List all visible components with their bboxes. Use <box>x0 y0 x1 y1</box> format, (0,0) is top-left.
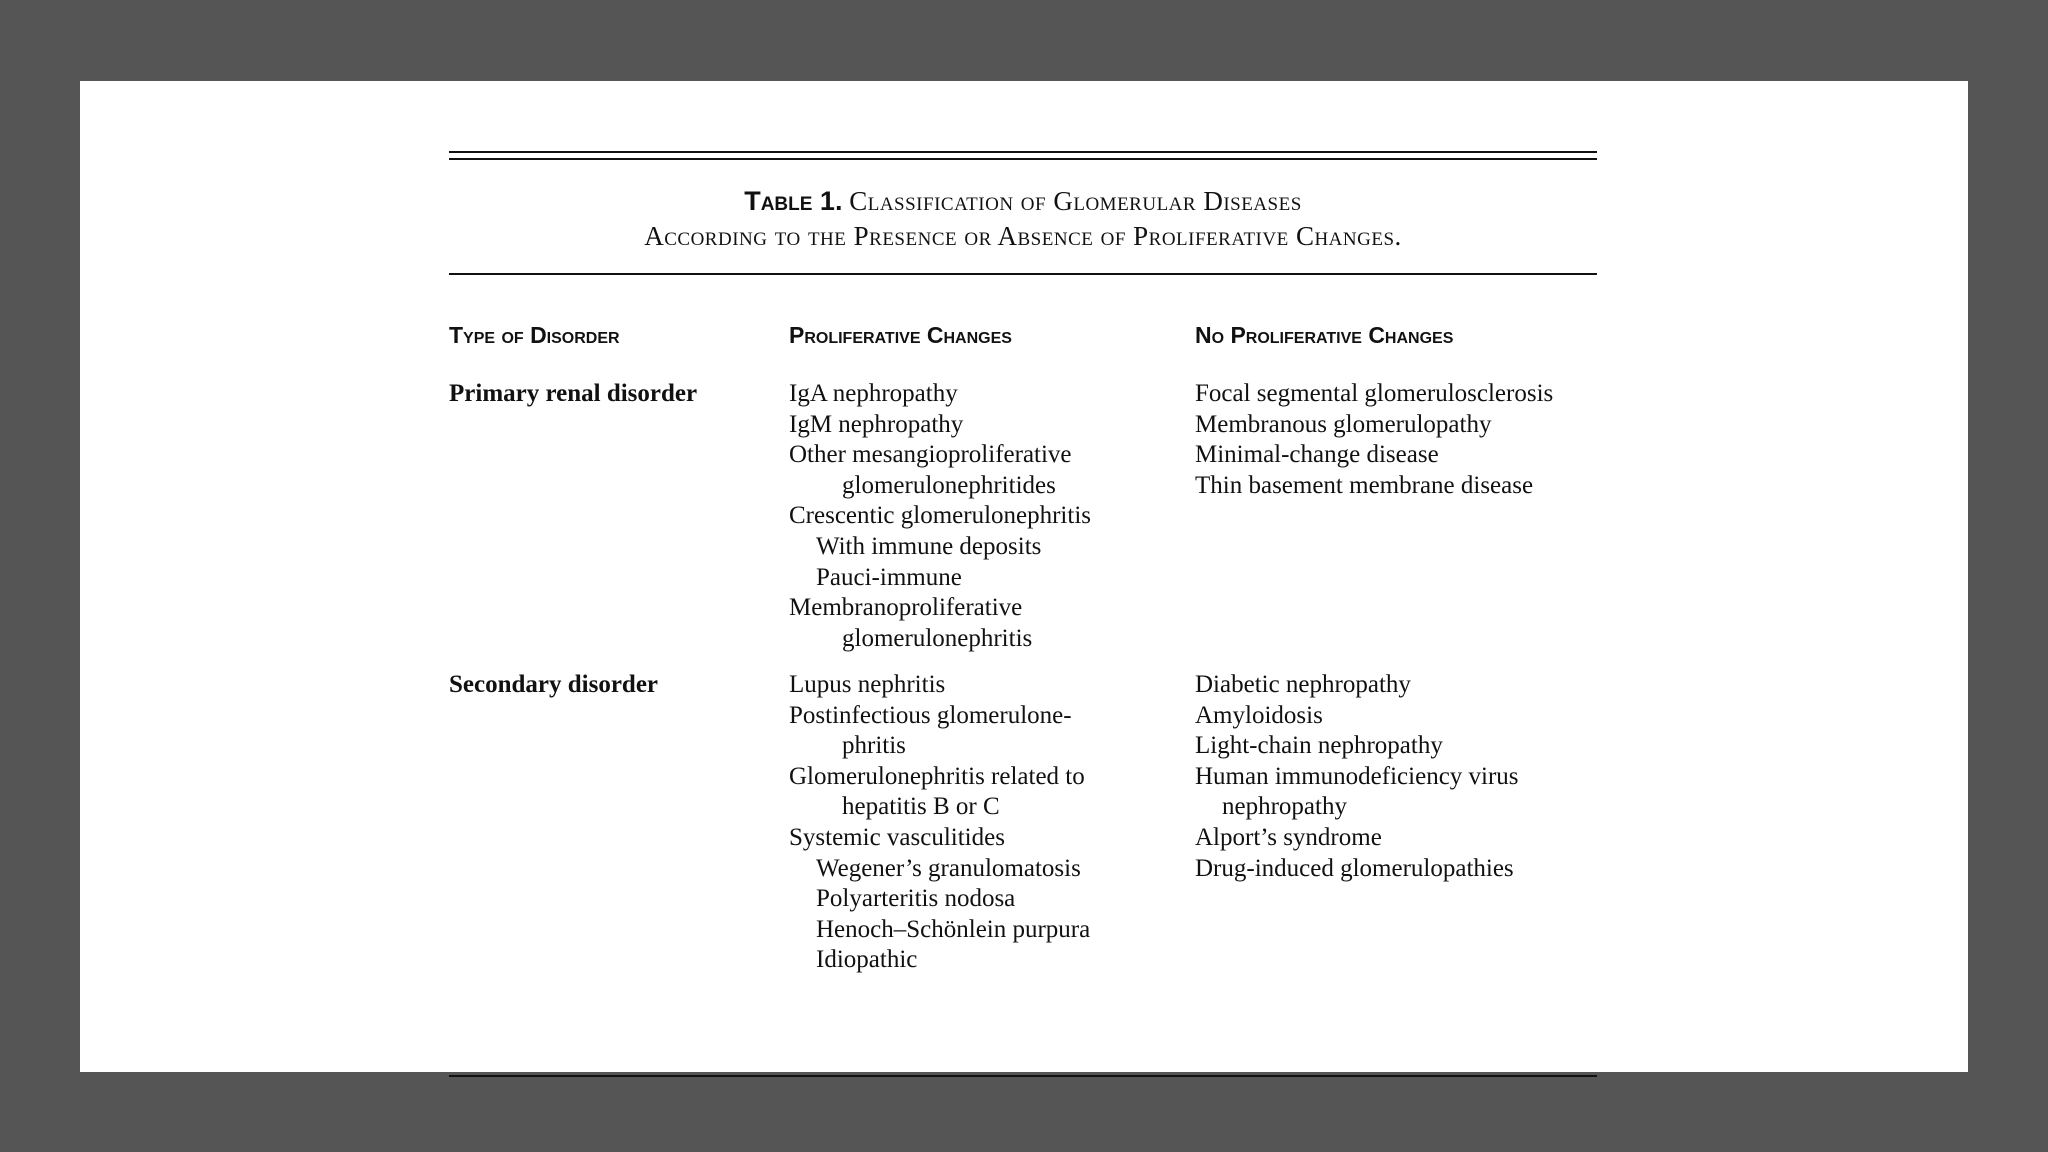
list-item: Human immunodeficiency virus <box>1195 762 1519 790</box>
list-item: glomerulonephritides <box>842 471 1056 499</box>
list-item: Wegener’s granulomatosis <box>816 854 1081 882</box>
caption-rule <box>449 273 1597 275</box>
list-item: Drug-induced glomerulopathies <box>1195 854 1514 882</box>
row-primary-proliferative <box>789 379 1091 654</box>
list-item: hepatitis B or C <box>842 793 1000 821</box>
caption-title: Classification of Glomerular Diseases <box>849 186 1302 216</box>
row-secondary-proliferative <box>789 670 1090 976</box>
top-rule-second <box>449 158 1597 160</box>
document-page <box>80 81 1968 1072</box>
list-item: Light-chain nephropathy <box>1195 732 1443 760</box>
list-item: Glomerulonephritis related to <box>789 762 1085 790</box>
list-item: Focal segmental glomerulosclerosis <box>1195 380 1554 407</box>
list-item: phritis <box>842 732 906 760</box>
list-item: With immune deposits <box>816 532 1042 560</box>
list-item: Membranoproliferative <box>789 594 1023 622</box>
list-item: Amyloidosis <box>1195 701 1323 729</box>
list-item: Postinfectious glomerulone- <box>789 701 1072 729</box>
header-no-proliferative-changes: No Proliferative Changes <box>1195 322 1454 348</box>
list-item: Thin basement membrane disease <box>1195 471 1534 499</box>
row-secondary-label: Secondary disorder <box>449 671 659 698</box>
list-item: Crescentic glomerulonephritis <box>789 502 1092 530</box>
list-item: Idiopathic <box>816 946 918 974</box>
list-item: nephropathy <box>1222 793 1347 821</box>
caption-line-2: According to the Presence or Absence of Proliferative Changes. <box>644 221 1402 251</box>
list-item: Pauci-immune <box>816 563 962 591</box>
list-item: glomerulonephritis <box>842 624 1033 652</box>
list-item: IgA nephropathy <box>789 380 958 407</box>
list-item: Alport’s syndrome <box>1195 823 1382 851</box>
list-item: Membranous glomerulopathy <box>1195 410 1492 438</box>
table-caption <box>449 184 1597 254</box>
list-item: Lupus nephritis <box>789 671 946 698</box>
list-item: Polyarteritis nodosa <box>816 885 1016 913</box>
row-primary-no-proliferative <box>1195 379 1553 501</box>
list-item: Other mesangioproliferative <box>789 441 1072 469</box>
caption-line-1 <box>449 184 1597 219</box>
list-item: Henoch–Schönlein purpura <box>816 915 1091 943</box>
caption-label: Table 1. <box>744 186 843 216</box>
list-item: Minimal-change disease <box>1195 441 1439 469</box>
list-item: IgM nephropathy <box>789 410 964 438</box>
header-proliferative-changes: Proliferative Changes <box>789 322 1012 348</box>
top-rule <box>449 151 1597 153</box>
header-type-of-disorder: Type of Disorder <box>449 322 620 348</box>
row-secondary-no-proliferative <box>1195 670 1519 884</box>
row-primary-label: Primary renal disorder <box>449 380 698 407</box>
bottom-rule <box>449 1075 1597 1077</box>
list-item: Systemic vasculitides <box>789 823 1005 851</box>
list-item: Diabetic nephropathy <box>1195 671 1411 698</box>
